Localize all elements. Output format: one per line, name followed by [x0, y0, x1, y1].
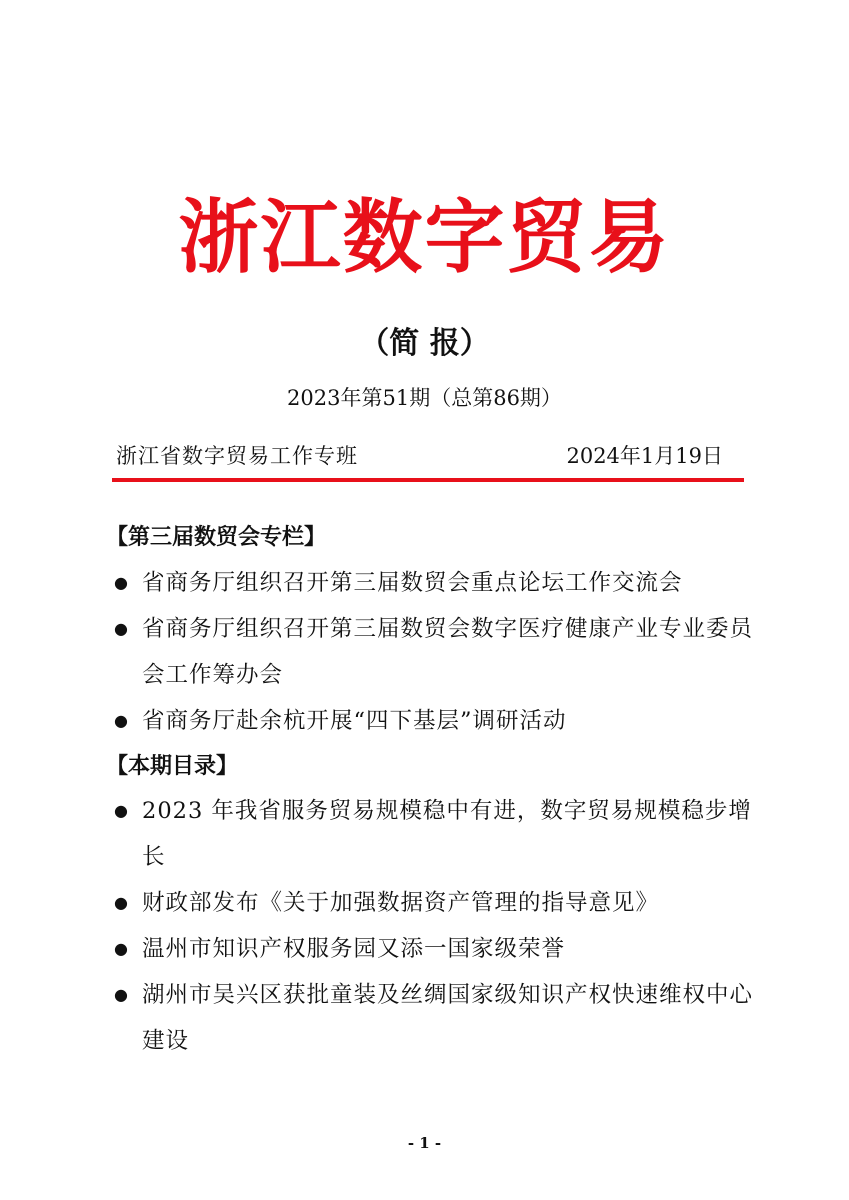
- special-item-text: 省商务厅赴余杭开展“四下基层”调研活动: [142, 708, 567, 734]
- masthead-title: 浙江数字贸易: [178, 191, 671, 284]
- contents-item-text: 2023 年我省服务贸易规模稳中有进，数字贸易规模稳步增长: [142, 798, 752, 870]
- page-number: - 1 -: [407, 1134, 442, 1152]
- bullet-icon: ●: [114, 573, 128, 592]
- bullet-icon: ●: [114, 985, 128, 1004]
- special-item-text: 省商务厅组织召开第三届数贸会数字医疗健康产业专业委员会工作筹办会: [142, 616, 754, 688]
- contents-item[interactable]: [114, 926, 754, 972]
- special-item[interactable]: [114, 606, 754, 698]
- bullet-icon: ●: [114, 801, 128, 820]
- contents-section-heading: 【本期目录】: [106, 754, 239, 779]
- contents-item[interactable]: [114, 788, 754, 880]
- header-divider: [112, 478, 744, 482]
- contents-item-text: 温州市知识产权服务园又添一国家级荣誉: [142, 936, 566, 962]
- bullet-icon: ●: [114, 893, 128, 912]
- subtitle: （简 报）: [359, 326, 490, 361]
- issuing-organization: 浙江省数字贸易工作专班: [116, 444, 358, 468]
- bullet-icon: ●: [114, 619, 128, 638]
- contents-item[interactable]: [114, 880, 754, 926]
- contents-item[interactable]: [114, 972, 754, 1064]
- contents-item-text: 湖州市吴兴区获批童装及丝绸国家级知识产权快速维权中心建设: [142, 982, 754, 1054]
- special-item[interactable]: [114, 698, 754, 744]
- issue-number: 2023年第51期（总第86期）: [287, 386, 562, 410]
- issue-date: 2024年1月19日: [566, 444, 723, 468]
- contents-item-text: 财政部发布《关于加强数据资产管理的指导意见》: [142, 890, 660, 916]
- special-section-heading: 【第三届数贸会专栏】: [106, 525, 327, 550]
- bullet-icon: ●: [114, 711, 128, 730]
- bullet-icon: ●: [114, 939, 128, 958]
- special-item-text: 省商务厅组织召开第三届数贸会重点论坛工作交流会: [142, 570, 683, 596]
- special-item[interactable]: [114, 560, 754, 606]
